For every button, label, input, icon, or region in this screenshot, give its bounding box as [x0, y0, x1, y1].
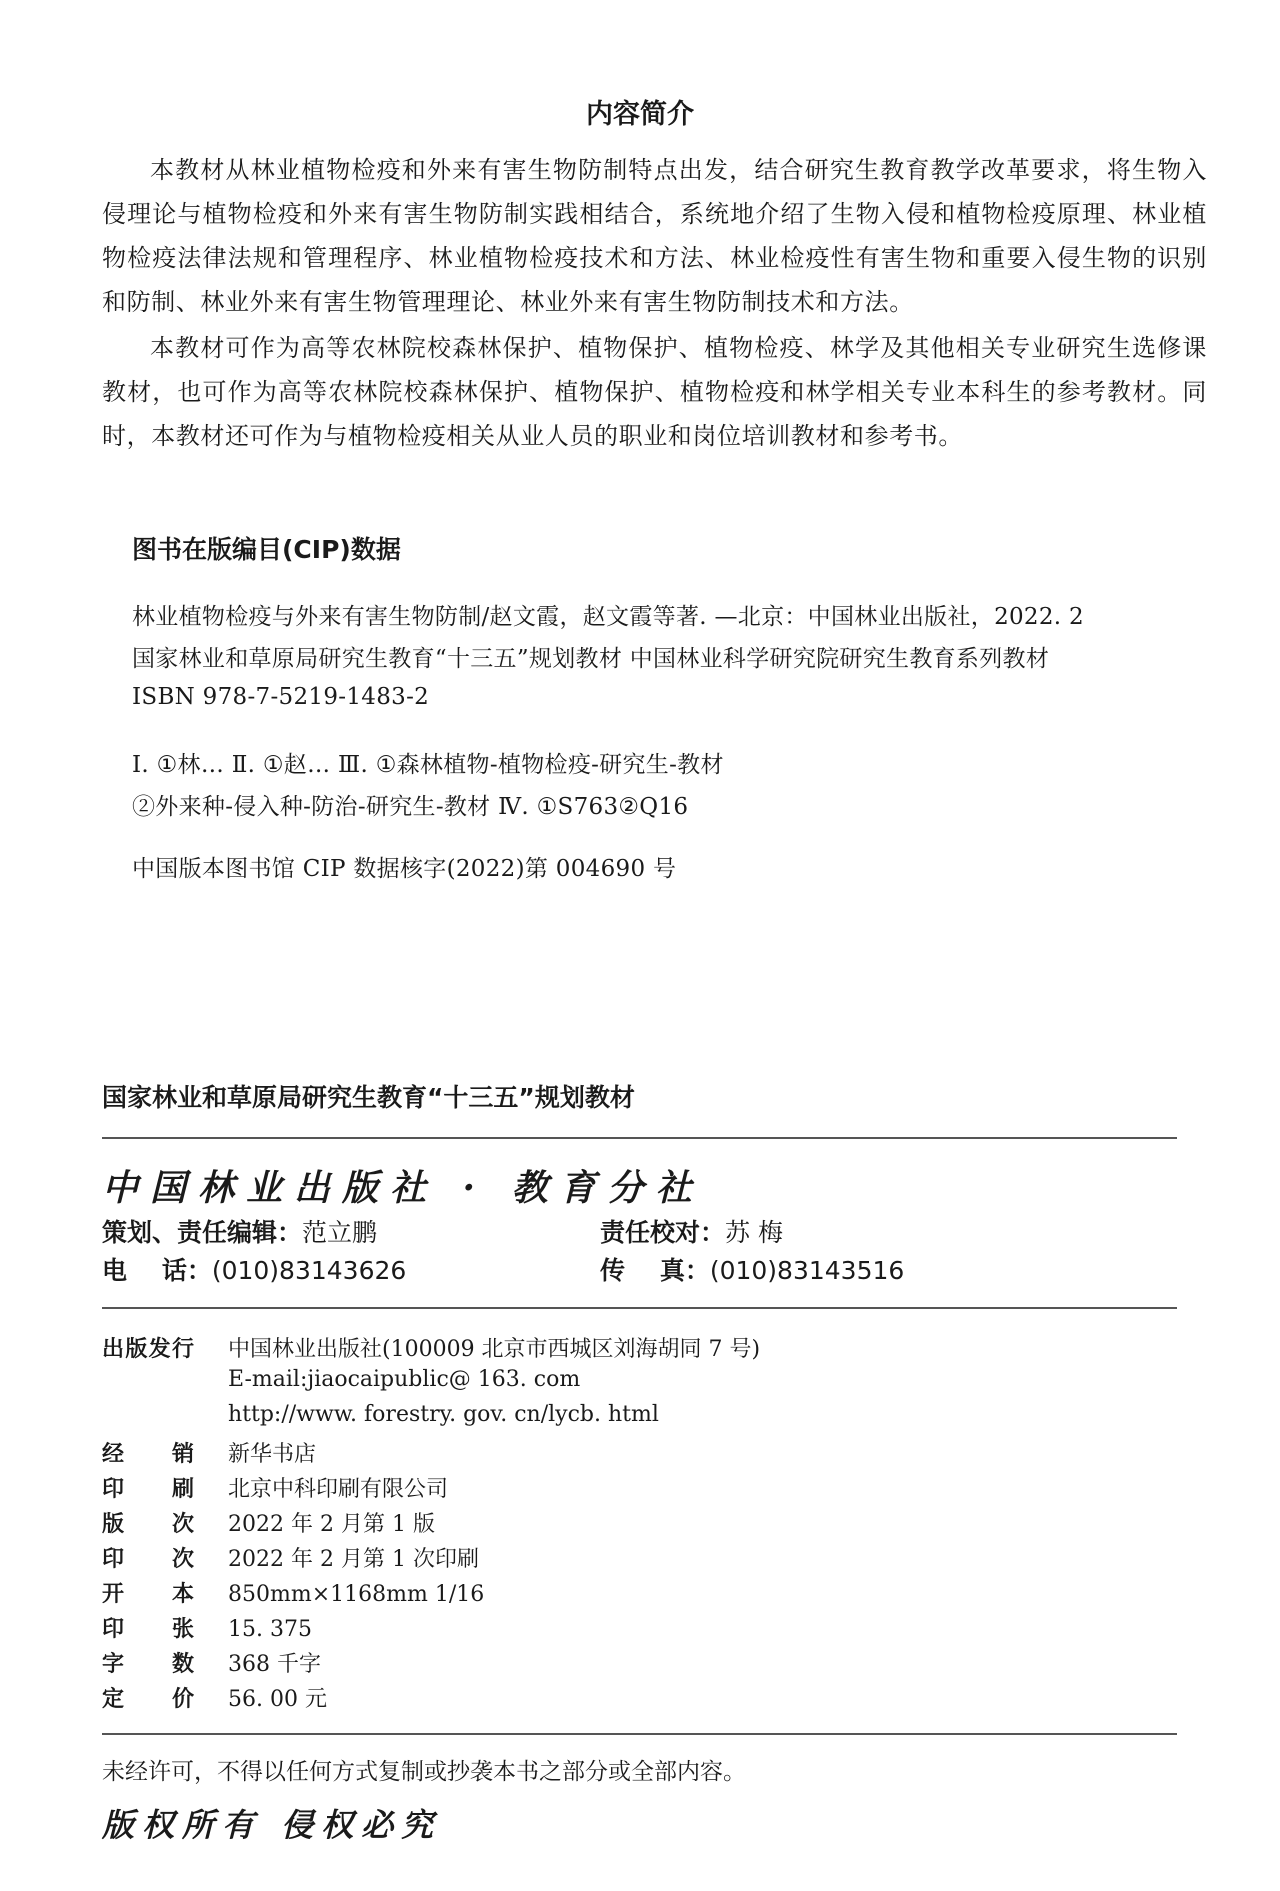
- info-label: 定价: [102, 1687, 194, 1712]
- info-label: 印张: [102, 1617, 194, 1642]
- planner-editor: [102, 1213, 377, 1249]
- planner-value: 范立鹏: [302, 1218, 378, 1247]
- info-row: [102, 1647, 321, 1678]
- cip-isbn: ISBN 978-7-5219-1483-2: [132, 684, 430, 710]
- info-label: 印次: [102, 1547, 194, 1572]
- info-row: [102, 1542, 479, 1573]
- intro-paragraph-1: 本教材从林业植物检疫和外来有害生物防制特点出发，结合研究生教育教学改革要求，将生物入侵理论与植物检疫和外来有害生物防制实践相结合，系统地介绍了生物入侵和植物检疫原理、林业植物检疫法律法规和管理程序、林业植物检疫技术和方法、林业检疫性有害生物和重要入侵生物的识别和防制、林业外来有害生物管理理论、林业外来有害生物防制技术和方法。: [102, 156, 1207, 316]
- info-value: 2022 年 2 月第 1 版: [228, 1512, 435, 1537]
- info-value: 56. 00 元: [228, 1687, 327, 1712]
- phone-value: (010)83143626: [211, 1256, 407, 1285]
- cip-verification-number: 中国版本图书馆 CIP 数据核字(2022)第 004690 号: [132, 856, 677, 882]
- divider: [102, 1733, 1177, 1735]
- info-value: 2022 年 2 月第 1 次印刷: [228, 1547, 479, 1572]
- rights-reserved: 版权所有 侵权必究: [102, 1806, 442, 1844]
- info-value: 北京中科印刷有限公司: [228, 1477, 449, 1502]
- info-row: [102, 1612, 312, 1643]
- info-label: 印刷: [102, 1477, 194, 1502]
- info-value: 新华书店: [228, 1442, 317, 1467]
- info-row: [102, 1507, 435, 1538]
- series-title: 国家林业和草原局研究生教育“十三五”规划教材: [102, 1083, 635, 1112]
- cip-classification-2: ②外来种-侵入种-防治-研究生-教材 Ⅳ. ①S763②Q16: [132, 794, 689, 820]
- cip-series-line: 国家林业和草原局研究生教育“十三五”规划教材 中国林业科学研究院研究生教育系列教材: [132, 646, 1050, 672]
- fax-label: 传 真：: [600, 1256, 710, 1285]
- proofreader-label: 责任校对：: [600, 1218, 726, 1247]
- info-label: 版次: [102, 1512, 194, 1537]
- intro-title: 内容简介: [586, 99, 694, 130]
- info-value: 368 千字: [228, 1652, 321, 1677]
- publisher-name: 中国林业出版社 · 教育分社: [102, 1167, 704, 1209]
- planner-label: 策划、责任编辑：: [102, 1218, 303, 1247]
- info-label: 开本: [102, 1582, 194, 1607]
- email: E-mail:jiaocaipublic@ 163. com: [228, 1367, 581, 1392]
- info-row: [102, 1472, 448, 1503]
- intro-paragraph-2: 本教材可作为高等农林院校森林保护、植物保护、植物检疫、林学及其他相关专业研究生选修课教材，也可作为高等农林院校森林保护、植物保护、植物检疫和林学相关专业本科生的参考教材。同时，本教材还可作为与植物检疫相关从业人员的职业和岗位培训教材和参考书。: [102, 334, 1207, 450]
- info-row: [102, 1437, 316, 1468]
- copyright-notice: 未经许可，不得以任何方式复制或抄袭本书之部分或全部内容。: [102, 1759, 746, 1785]
- website: http://www. forestry. gov. cn/lycb. html: [228, 1402, 659, 1427]
- cip-catalog-line: 林业植物检疫与外来有害生物防制/赵文霞，赵文霞等著. —北京：中国林业出版社，2022. 2: [132, 604, 1084, 630]
- phone-label: 电 话：: [102, 1256, 212, 1285]
- info-value: 15. 375: [228, 1617, 312, 1642]
- info-label: 字数: [102, 1652, 194, 1677]
- info-row: [102, 1682, 327, 1713]
- divider: [102, 1307, 1177, 1309]
- info-label: 经销: [102, 1442, 194, 1467]
- info-value: 中国林业出版社(100009 北京市西城区刘海胡同 7 号): [228, 1337, 761, 1362]
- info-value: 850mm×1168mm 1/16: [228, 1582, 485, 1607]
- cip-heading: 图书在版编目(CIP)数据: [132, 535, 401, 564]
- phone: [102, 1251, 406, 1287]
- publish-distribution: [102, 1332, 760, 1363]
- fax: [600, 1251, 904, 1287]
- cip-classification-1: Ⅰ. ①林… Ⅱ. ①赵… Ⅲ. ①森林植物-植物检疫-研究生-教材: [132, 752, 724, 778]
- divider: [102, 1137, 1177, 1139]
- info-row: [102, 1577, 484, 1608]
- proofreader-value: 苏 梅: [725, 1218, 783, 1247]
- fax-value: (010)83143516: [709, 1256, 905, 1285]
- info-label: 出版发行: [102, 1337, 194, 1362]
- proofreader: [600, 1213, 783, 1249]
